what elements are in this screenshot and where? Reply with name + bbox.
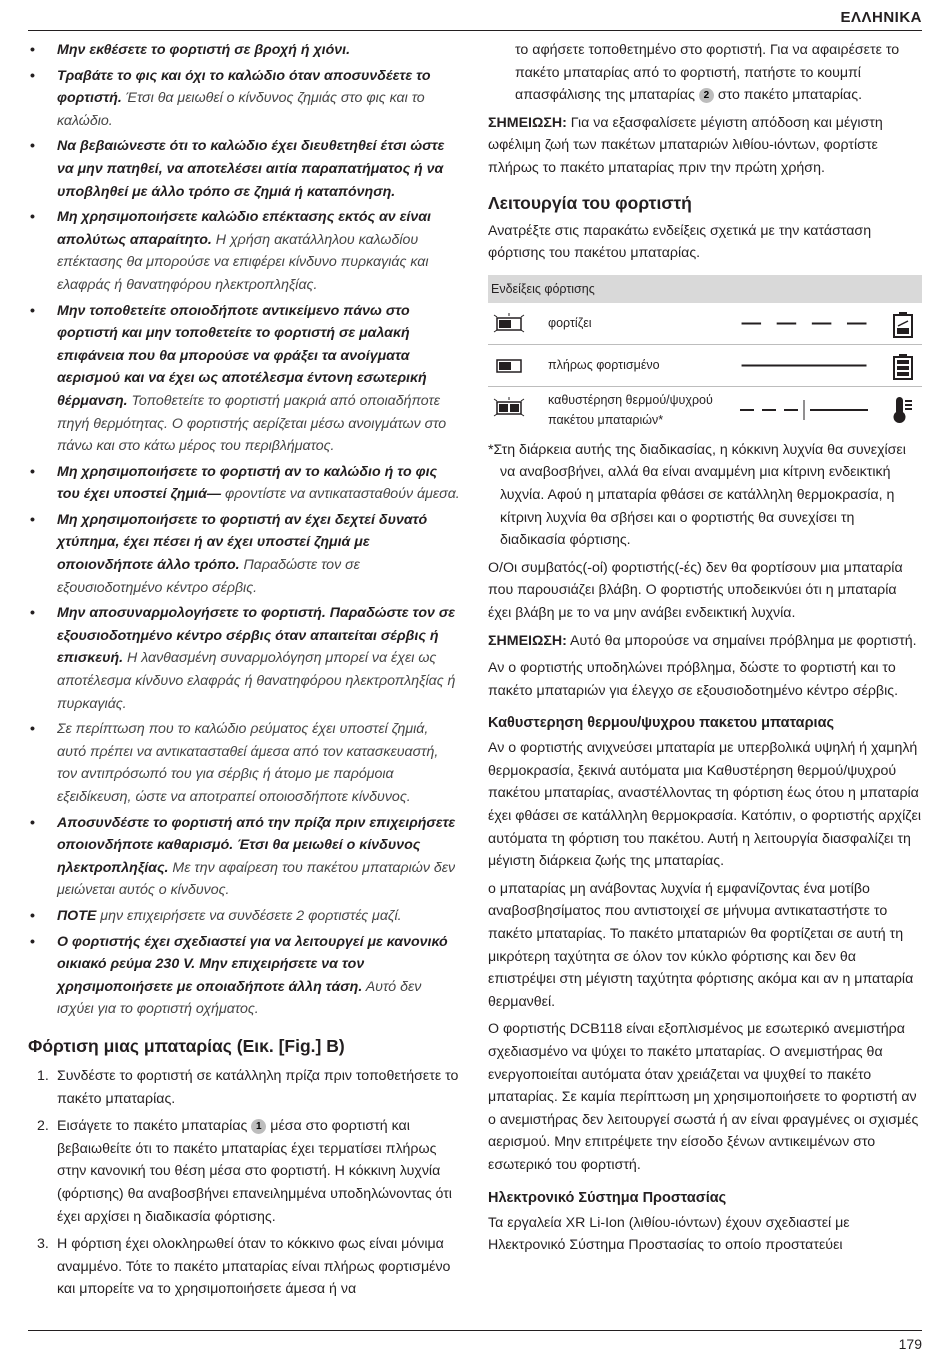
indicator-label-full: πλήρως φορτισμένο — [548, 358, 660, 373]
delay-paragraph-1: Αν ο φορτιστής ανιχνεύσει μπαταρία με υπερβολικά υψηλή ή χαμηλή θερμοκρασία, ξεκινά αυτόματα μια Καθυστέρηση θερμού/ψυχρού πακέτου μπαταρίας, αναστέλλοντας τη φόρτιση έως ότου η μπαταρία έχει φθάσει σε κατάλληλη θερμοκρασία. Κατόπιν, ο φορτιστής αρχίζει αυτόματα τη φόρτιση του πακέτου. Αυτή η λειτουργία διασφαλίζει τη μέγιστη διάρκεια ζωής της μπαταρίας. — [488, 740, 922, 870]
step-text: Η φόρτιση έχει ολοκληρωθεί όταν το κόκκινο φως είναι μόνιμα αναμμένο. Τότε το πακέτο μπαταρίας είναι πλήρως φορτισμένο και μπορείτε να το χρησιμοποιήσετε άμεσα ή να — [57, 1236, 451, 1298]
bullet-dot-icon: • — [30, 42, 35, 58]
bullet-dot-icon: • — [30, 907, 35, 924]
indicator-row-delay — [488, 387, 922, 433]
bullet-bold-text: Μη χρησιμοποιήσετε το φορτιστή αν έχει δεχτεί δυνατό χτύπημα, έχει πέσει ή αν έχει υποστεί ζημιά με οποιονδήποτε άλλο τρόπο. — [57, 511, 428, 574]
step-text-continued: μέσα στο φορτιστή και βεβαιωθείτε ότι το πακέτο μπαταρίας έχει τερματίσει πλήρως στην κανονική του θέση μέσα στο φορτιστή. Η κόκκινη λυχνία (φόρτισης) θα αναβοσβήνει επανειλημμένα υποδηλώνοντας ότι έχει αρχίσει η διαδικασία φόρτισης. — [57, 1118, 452, 1225]
charge-indicator-header: Ενδείξεις φόρτισης — [488, 275, 922, 303]
bullet-bold-text: ΠΟΤΕ — [57, 907, 97, 924]
header-rule — [28, 30, 922, 31]
bullet-italic-text: Σε περίπτωση που το καλώδιο ρεύματος έχει υποστεί ζημιά, αυτό πρέπει να αντικατασταθεί άμεσα από τον κατασκευαστή, τον αντιπρόσωπό του για σέρβις ή άτομο με παρόμοια εξειδίκευση, ώστε να αποτραπεί οποιοσδήποτε κίνδυνος. — [57, 721, 439, 805]
operation-intro: Ανατρέξτε στις παρακάτω ενδείξεις σχετικά με την κατάσταση φόρτισης του πακέτου μπαταρίας. — [488, 222, 872, 262]
bullet-dot-icon: • — [30, 511, 35, 528]
bullet-italic-text: μην επιχειρήσετε να συνδέσετε 2 φορτιστές μαζί. — [96, 907, 402, 924]
bullet-dot-icon: • — [30, 138, 35, 155]
safety-bullet-item — [28, 300, 460, 458]
bullet-bold-text: Να βεβαιώνεστε ότι το καλώδιο έχει διευθετηθεί έτσι ώστε να μην πατηθεί, να αποτελέσει αιτία παραπατήματος ή να υποβληθεί με άλλο τρόπο σε ζημιά ή καταπόνηση. — [57, 138, 445, 200]
step-text: Εισάγετε το πακέτο μπαταρίας — [57, 1118, 252, 1135]
bullet-dot-icon: • — [30, 933, 35, 950]
callout-badge-1: 1 — [251, 1119, 266, 1134]
left-column — [28, 39, 460, 1306]
charge-indicator-table — [488, 275, 922, 433]
bullet-dot-icon: • — [30, 67, 35, 84]
bullet-italic-text: φροντίστε να αντικατασταθούν άμεσα. — [221, 486, 460, 503]
indicator-row-charging — [488, 303, 922, 345]
blink-pattern-delay — [740, 387, 870, 433]
callout-badge-2: 2 — [699, 88, 714, 103]
full-battery-icon — [892, 354, 914, 380]
bullet-dot-icon: • — [30, 463, 35, 480]
page-number: 179 — [898, 1336, 922, 1352]
indicator-footnote: *Στη διάρκεια αυτής της διαδικασίας, η κόκκινη λυχνία θα συνεχίσει να αναβοσβήνει, αλλά θα είναι αναμμένη μια κίτρινη ενδεικτική λυχνία. Αφού η μπαταρία φθάσει σε κατάλληλη θερμοκρασία, η κίτρινη λυχνία θα σβήσει και ο φορτιστής θα συνεχίσει τη διαδικασία φόρτισης. — [488, 441, 906, 549]
bullet-bold-text: Αποσυνδέστε το φορτιστή από την πρίζα πριν επιχειρήσετε οποιονδήποτε καθαρισμό. Έτσι θα μειωθεί ο κίνδυνος ηλεκτροπληξίας. — [57, 814, 456, 876]
bullet-bold-text: Μη χρησιμοποιήσετε καλώδιο επέκτασης εκτός αν είναι απολύτως απαραίτητο. — [57, 209, 431, 248]
bullet-bold-text: Μην εκθέσετε το φορτιστή σε βροχή ή χιόνι. — [57, 42, 351, 58]
indicator-label-delay: καθυστέρηση θερμού/ψυχρού πακέτου μπαταριών* — [548, 392, 713, 427]
charging-steps-list — [28, 1065, 460, 1301]
safety-bullet-item — [28, 206, 460, 296]
charging-step-item — [28, 1115, 460, 1228]
step-3-continuation: το αφήσετε τοποθετημένο στο φορτιστή. Για να αφαιρέσετε το πακέτο μπαταρίας από το φορτιστή, πατήστε το κουμπί απασφάλισης της μπαταρίας 2 στο πακέτο μπαταρίας. — [515, 42, 900, 104]
bullet-bold-text: Τραβάτε το φις και όχι το καλώδιο όταν αποσυνδέετε το φορτιστή. — [57, 67, 431, 107]
bullet-italic-text: Με την αφαίρεση του πακέτου μπαταριών δεν μειώνεται αυτός ο κίνδυνος. — [57, 859, 456, 899]
indicator-row-full — [488, 345, 922, 387]
faulty-battery-paragraph: Ο/Οι συμβατός(-οί) φορτιστής(-ές) δεν θα φορτίσουν μια μπαταρία που παρουσιάζει βλάβη. Ο φορτιστής υποδεικνύει ότι η μπαταρία έχει βλάβη με το να μην ανάβει ενδεικτική λυχνία. — [488, 559, 903, 621]
step-number: 1. — [37, 1067, 49, 1084]
right-column — [488, 39, 922, 1262]
note-charger-problem: ΣΗΜΕΙΩΣΗ: Αυτό θα μπορούσε να σημαίνει πρόβλημα με φορτιστή. — [488, 632, 917, 649]
charging-step-item — [28, 1065, 460, 1110]
bullet-bold-text: Μη χρησιμοποιήσετε το φορτιστή αν το καλώδιο ή το φις του έχει υποστεί ζημιά— — [57, 463, 438, 503]
safety-bullet-item — [28, 905, 460, 928]
bullet-italic-text: Η λανθασμένη συναρμολόγηση μπορεί να έχει ως αποτέλεσμα κίνδυνο ελαφράς ή θανατηφόρου ηλεκτροπληξίας ή πυρκαγιάς. — [57, 650, 456, 712]
safety-bullet-item — [28, 461, 460, 506]
bullet-dot-icon: • — [30, 302, 35, 319]
bullet-italic-text: Η χρήση ακατάλληλου καλωδίου επέκτασης θα μπορούσε να επιφέρει κίνδυνο πυρκαγιάς και ελαφράς ή θανατηφόρου ηλεκτροπληξίας. — [57, 231, 429, 293]
safety-bullet-item — [28, 718, 460, 808]
safety-bullet-item — [28, 135, 460, 203]
charger-blinking-led-icon — [492, 313, 526, 333]
safety-bullet-item — [28, 509, 460, 599]
bullet-dot-icon: • — [30, 721, 35, 738]
safety-bullet-item — [28, 65, 460, 133]
bullet-italic-text: Τοποθετείτε το φορτιστή μακριά από οποιαδήποτε πηγή θερμότητας. Ο φορτιστής αερίζεται μέσω ανοιγμάτων στο πάνω και στο κάτω μέρος του περιβλήματος. — [57, 392, 447, 455]
bullet-bold-text: Ο φορτιστής έχει σχεδιαστεί για να λειτουργεί με κανονικό οικιακό ρεύμα 230 V. Μην επιχειρήσετε να τον χρησιμοποιήσετε με οποιαδήποτε άλλη τάση. — [57, 933, 448, 995]
indicator-label-charging: φορτίζει — [548, 316, 592, 331]
safety-bullet-item — [28, 812, 460, 902]
charging-section-title: Φόρτιση μιας μπαταρίας (Εικ. [Fig.] B) — [28, 1035, 345, 1056]
safety-bullet-item — [28, 602, 460, 715]
delay-section-title: Καθυστερηση θερμου/ψυχρου πακετου μπαταριας — [488, 715, 835, 732]
charger-double-led-icon — [492, 397, 526, 417]
protection-paragraph: Τα εργαλεία XR Li-Ion (λιθίου-ιόντων) έχουν σχεδιαστεί με Ηλεκτρονικό Σύστημα Προστασίας το οποίο προστατεύει — [488, 1214, 850, 1254]
safety-bullet-item — [28, 931, 460, 1021]
delay-paragraph-2: ο μπαταρίας μη ανάβοντας λυχνία ή εμφανίζοντας ένα μοτίβο αναβοσβησίματος που αντιστοιχεί σε μήνυμα αντικαταστήστε το πακέτο μπαταρίας. Το πακέτο μπαταριών θα φορτίζεται σε αυτή τη μικρότερη ταχύτητα σε όλον τον κύκλο φόρτισης και δεν θα επιστρέψει στη μέγιστη ταχύτητα φόρτισης ακόμα και αν η μπαταρία θερμανθεί. — [488, 880, 914, 1010]
step-number: 2. — [37, 1118, 49, 1135]
step-text: Συνδέστε το φορτιστή σε κατάλληλη πρίζα πριν τοποθετήσετε το πακέτο μπαταρίας. — [57, 1067, 459, 1107]
delay-paragraph-3: Ο φορτιστής DCB118 είναι εξοπλισμένος με εσωτερικό ανεμιστήρα σχεδιασμένο να ψύχει το πακέτο μπαταρίας. Ο ανεμιστήρας θα ενεργοποιείται αυτόματα όταν χρειάζεται να ψυχθεί το πακέτο μπαταρίας. Σε καμία περίπτωση μη χρησιμοποιήσετε το φορτιστή αν ο ανεμιστήρας δεν λειτουργεί σωστά ή αν είναι φραγμένες οι σχισμές αερισμού. Μην επιτρέψετε την είσοδο ξένων αντικειμένων στο εσωτερικό του φορτιστή. — [488, 1021, 919, 1173]
bullet-italic-text: Έτσι θα μειωθεί ο κίνδυνος ζημιάς στο φις και το καλώδιο. — [57, 90, 425, 129]
bullet-bold-text: Μην τοποθετείτε οποιοδήποτε αντικείμενο πάνω στο φορτιστή και μην τοποθετείτε το φορτιστή σε μαλακή επιφάνεια που θα μπορούσε να φράξει τα ανοίγματα αερισμού και να έχει ως αποτέλεσμα έντονη εσωτερική θέρμανση. — [57, 302, 427, 409]
blink-pattern-solid — [740, 345, 870, 386]
service-paragraph: Αν ο φορτιστής υποδηλώνει πρόβλημα, δώστε το φορτιστή και το πακέτο μπαταριών για έλεγχο σε εξουσιοδοτημένο κέντρο σέρβις. — [488, 660, 899, 699]
note-first-use: ΣΗΜΕΙΩΣΗ: Για να εξασφαλίσετε μέγιστη απόδοση και μέγιστη ωφέλιμη ζωή των πακέτων μπαταριών λιθίου-ιόντων, φορτίστε πλήρως το πακέτο μπαταρίας πριν την πρώτη χρήση. — [488, 114, 883, 176]
charger-operation-title: Λειτουργία του φορτιστή — [488, 192, 692, 213]
bullet-dot-icon: • — [30, 209, 35, 226]
charger-led-on-icon — [492, 355, 526, 375]
protection-section-title: Ηλεκτρονικό Σύστημα Προστασίας — [488, 1189, 727, 1206]
charging-battery-icon — [892, 312, 914, 338]
bullet-italic-text: Παραδώστε τον σε εξουσιοδοτημένο κέντρο σέρβις. — [57, 557, 360, 596]
bullet-dot-icon: • — [30, 605, 35, 622]
bullet-bold-text: Μην αποσυναρμολογήσετε το φορτιστή. Παραδώστε τον σε εξουσιοδοτημένο κέντρο σέρβις όταν απαιτείται σέρβις ή επισκευή. — [57, 605, 456, 667]
thermometer-battery-icon — [892, 395, 914, 425]
language-header: ΕΛΛΗΝΙΚΑ — [840, 9, 922, 26]
safety-bullet-item — [28, 39, 460, 62]
blink-pattern-dashed — [740, 303, 870, 344]
footer-rule — [28, 1330, 922, 1331]
safety-bullet-list — [28, 39, 460, 1021]
bullet-italic-text: Αυτό δεν ισχύει για το φορτιστή οχήματος. — [57, 978, 422, 1018]
step-number: 3. — [37, 1236, 49, 1253]
charging-step-item — [28, 1233, 460, 1301]
bullet-dot-icon: • — [30, 814, 35, 831]
